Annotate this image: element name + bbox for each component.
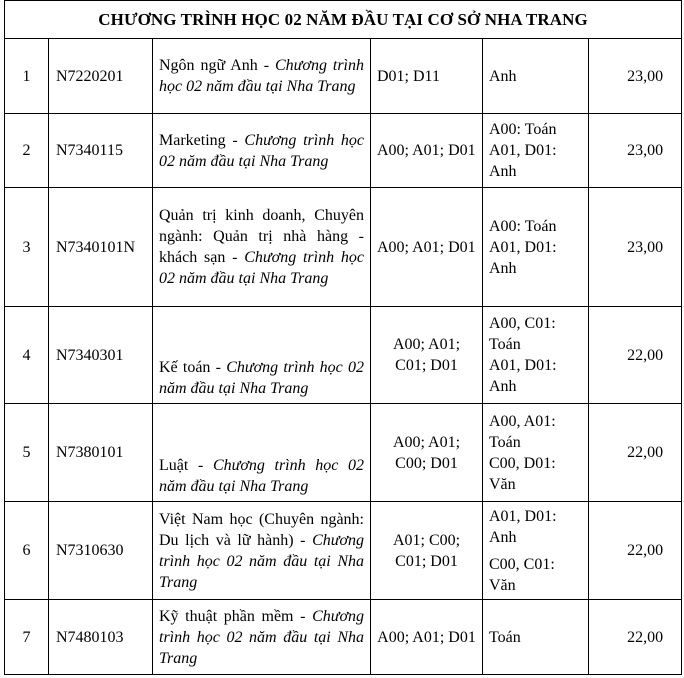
program-note: Chương trình học 02 năm đầu tại Nha Trang [159,131,365,170]
cutoff-score: 22,00 [589,404,682,502]
program-code: N7340301 [49,307,153,404]
main-subject-line: A00, C01: Toán [489,315,556,353]
admission-table [4,0,682,675]
program-name: Quản trị kinh doanh, Chuyên ngành: Quản trị nhà hàng - khách sạn - Chương trình học 02 năm đầu tại Nha Trang [153,188,371,307]
table-row [5,502,682,600]
program-note: Chương trình học 02 năm đầu tại Nha Trang [159,359,364,397]
subject-combos: A00; A01; D01 [371,114,483,188]
program-note: Chương trình học 02 năm đầu tại Nha Trang [159,531,365,591]
program-code: N7480103 [49,600,153,675]
program-code: N7220201 [49,39,153,114]
subject-combos: A00; A01; C00; D01 [371,404,483,502]
major-name: Việt Nam học (Chuyên ngành: Du lịch và lữ hành) [159,510,364,549]
cutoff-score: 23,00 [589,39,682,114]
program-name: Kỹ thuật phần mềm - Chương trình học 02 năm đầu tại Nha Trang [153,600,371,675]
main-subject [483,307,589,404]
program-note: Chương trình học 02 năm đầu tại Nha Trang [159,57,364,95]
row-number: 5 [5,404,49,502]
subject-combos: A00; A01; D01 [371,600,483,675]
table-title-row [5,1,682,39]
main-subject-line: Anh [489,67,517,85]
main-subject [483,404,589,502]
program-code: N7380101 [49,404,153,502]
row-number: 1 [5,39,49,114]
row-number: 6 [5,502,49,600]
main-subject-line: A00: Toán [489,217,557,235]
cutoff-score: 23,00 [589,114,682,188]
table-row [5,114,682,188]
program-name: Marketing - Chương trình học 02 năm đầu tại Nha Trang [153,114,371,188]
main-subject-line: A01, D01: Anh [489,238,557,277]
major-name: Luật [159,457,189,474]
main-subject [483,114,589,188]
row-number: 2 [5,114,49,188]
major-name: Kỹ thuật phần mềm [159,607,294,625]
major-name: Kế toán [159,359,211,376]
table-title: CHƯƠNG TRÌNH HỌC 02 NĂM ĐẦU TẠI CƠ SỞ NHA TRANG [5,1,682,39]
main-subject [483,502,589,600]
program-code: N7340101N [49,188,153,307]
table-row [5,39,682,114]
main-subject-line: A01, D01: Anh [489,507,557,546]
major-name: Marketing [159,131,226,149]
major-name: Quản trị kinh doanh, Chuyên ngành: Quản trị nhà hàng - khách sạn [159,207,364,266]
main-subject-line: C00, D01: Văn [489,454,556,493]
program-name: Kế toán - Chương trình học 02 năm đầu tại Nha Trang [153,307,371,404]
subject-combos: D01; D11 [371,39,483,114]
main-subject-line: Toán [489,628,521,646]
cutoff-score: 22,00 [589,502,682,600]
main-subject [483,39,589,114]
program-note: Chương trình học 02 năm đầu tại Nha Trang [159,249,364,287]
row-number: 3 [5,188,49,307]
main-subject [483,188,589,307]
program-name: Luật - Chương trình học 02 năm đầu tại Nha Trang [153,404,371,502]
main-subject-line: A00, A01: Toán [489,412,556,451]
subject-combos: A01; C00; C01; D01 [371,502,483,600]
main-subject-line: A01, D01: Anh [489,357,557,395]
row-number: 4 [5,307,49,404]
main-subject-line: A00: Toán [489,121,557,138]
table-row [5,404,682,502]
subject-combos: A00; A01; C01; D01 [371,307,483,404]
program-note: Chương trình học 02 năm đầu tại Nha Trang [159,457,365,495]
cutoff-score: 22,00 [589,307,682,404]
main-subject-line: C00, C01: Văn [489,555,555,594]
table-row [5,600,682,675]
cutoff-score: 23,00 [589,188,682,307]
subject-combos: A00; A01; D01 [371,188,483,307]
main-subject-line: A01, D01: Anh [489,142,557,180]
table-row [5,188,682,307]
table-row [5,307,682,404]
main-subject [483,600,589,675]
program-name: Ngôn ngữ Anh - Chương trình học 02 năm đầu tại Nha Trang [153,39,371,114]
program-note: Chương trình học 02 năm đầu tại Nha Trang [159,607,365,667]
program-code: N7340115 [49,114,153,188]
row-number: 7 [5,600,49,675]
program-name: Việt Nam học (Chuyên ngành: Du lịch và lữ hành) - Chương trình học 02 năm đầu tại Nha Trang [153,502,371,600]
program-code: N7310630 [49,502,153,600]
cutoff-score: 22,00 [589,600,682,675]
major-name: Ngôn ngữ Anh [159,57,258,74]
